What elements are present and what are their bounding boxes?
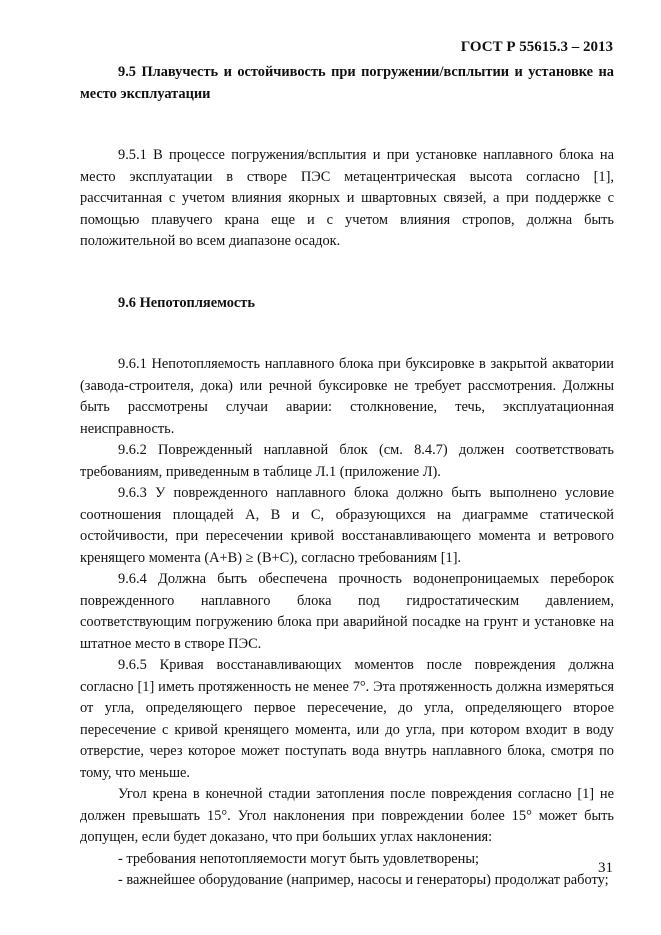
paragraph-9-6-4: 9.6.4 Должна быть обеспечена прочность водонепроницаемых переборок поврежденного наплавного блока под гидростатическим давлением, соответствующим погружению блока при аварийной посадке на грунт и установке на штатное место в створе ПЭС. [80,571,614,652]
list-item-requirements: - требования непотопляемости могут быть удовлетворены; [118,850,480,867]
paragraph-heel-angle: Угол крена в конечной стадии затопления после повреждения согласно [1] не должен превышать 15°. Угол наклонения при повреждении более 15° может быть допущен, если будет доказано, что при больших углах наклонения: [80,786,614,845]
page-number: 31 [598,860,613,876]
spacer [80,253,614,293]
spacer [80,105,614,145]
paragraph-9-6-3: 9.6.3 У поврежденного наплавного блока должно быть выполнено условие соотношения площадей А, В и С, образующихся на диаграмме статической остойчивости, при пересечении кривой восстанавливающего момента и ветрового кренящего момента (А+В) ≥ (В+С), согласно требованиям [1]. [80,485,614,566]
spacer [80,314,614,354]
section-heading-9-5: 9.5 Плавучесть и остойчивость при погружении/всплытии и установке на место эксплуатации [80,64,614,102]
paragraph-9-5-1: 9.5.1 В процессе погружения/всплытия и при установке наплавного блока на место эксплуатации в створе ПЭС метацентрическая высота согласно [1], рассчитанная с учетом влияния якорных и швартовных связей, а при поддержке с помощью плавучего крана еще и с учетом влияния стропов, должна быть положительной во всем диапазоне осадок. [80,147,614,249]
standard-designation: ГОСТ Р 55615.3 – 2013 [460,39,613,55]
list-item-equipment: - важнейшее оборудование (например, насосы и генераторы) продолжат работу; [118,872,609,888]
section-heading-9-6: 9.6 Непотопляемость [118,294,255,311]
paragraph-9-6-2: 9.6.2 Поврежденный наплавной блок (см. 8.4.7) должен соответствовать требованиям, приведенным в таблице Л.1 (приложение Л). [80,442,614,480]
paragraph-9-6-5: 9.6.5 Кривая восстанавливающих моментов после повреждения должна согласно [1] иметь протяженность не менее 7°. Эта протяженность должна измеряться от угла, определяющего первое пересечение, до угла, определяющего второе пересечение с кривой кренящего момента, или до угла, при котором входит в воду отверстие, через которое может поступать вода внутрь наплавного блока, смотря по тому, что меньше. [80,657,614,781]
page-content [80,62,614,892]
paragraph-9-6-1: 9.6.1 Непотопляемость наплавного блока при буксировке в закрытой акватории (завода-строителя, дока) или речной буксировке не требует рассмотрения. Должны быть рассмотрены случаи аварии: столкновение, течь, эксплуатационная неисправность. [80,356,614,437]
